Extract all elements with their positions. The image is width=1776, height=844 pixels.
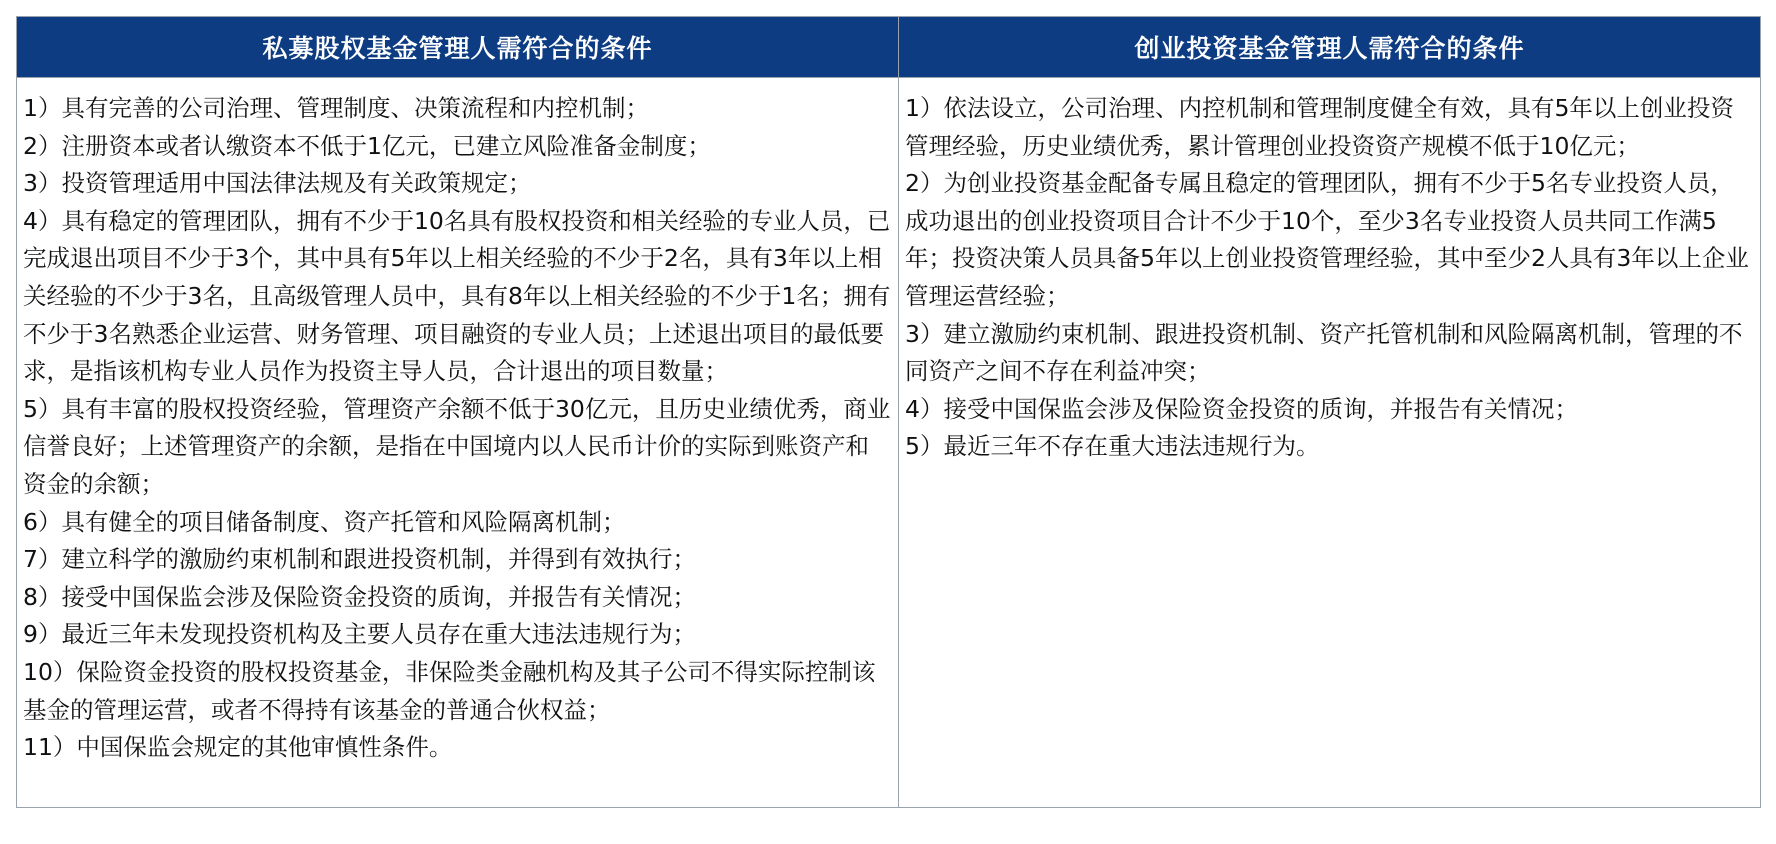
list-item: 4）具有稳定的管理团队，拥有不少于10名具有股权投资和相关经验的专业人员，已完成退出项目不少于3个，其中具有5年以上相关经验的不少于2名，具有3年以上相关经验的不少于3名，且高级管理人员中，具有8年以上相关经验的不少于1名；拥有不少于3名熟悉企业运营、财务管理、项目融资的专业人员；上述退出项目的最低要求，是指该机构专业人员作为投资主导人员，合计退出的项目数量； bbox=[23, 206, 891, 386]
list-item: 7）建立科学的激励约束机制和跟进投资机制，并得到有效执行； bbox=[23, 545, 696, 574]
header-row bbox=[17, 17, 1761, 78]
pe-requirements-cell bbox=[17, 78, 899, 808]
list-item: 11）中国保监会规定的其他审慎性条件。 bbox=[23, 733, 453, 762]
list-item: 8）接受中国保监会涉及保险资金投资的质询，并报告有关情况； bbox=[23, 582, 696, 611]
comparison-table bbox=[16, 16, 1761, 808]
content-row bbox=[17, 78, 1761, 808]
list-item: 3）建立激励约束机制、跟进投资机制、资产托管机制和风险隔离机制，管理的不同资产之间不存在利益冲突； bbox=[905, 319, 1743, 386]
list-item: 2）为创业投资基金配备专属且稳定的管理团队，拥有不少于5名专业投资人员，成功退出的创业投资项目合计不少于10个，至少3名专业投资人员共同工作满5年；投资决策人员具备5年以上创业投资管理经验，其中至少2人具有3年以上企业管理运营经验； bbox=[905, 169, 1749, 310]
vc-requirements-cell bbox=[899, 78, 1761, 808]
list-item: 3）投资管理适用中国法律法规及有关政策规定； bbox=[23, 169, 532, 198]
vc-requirements-list bbox=[905, 90, 1754, 466]
list-item: 2）注册资本或者认缴资本不低于1亿元，已建立风险准备金制度； bbox=[23, 131, 711, 160]
list-item: 5）具有丰富的股权投资经验，管理资产余额不低于30亿元，且历史业绩优秀，商业信誉良好；上述管理资产的余额，是指在中国境内以人民币计价的实际到账资产和资金的余额； bbox=[23, 394, 891, 498]
pe-requirements-list bbox=[23, 90, 892, 767]
list-item: 5）最近三年不存在重大违法违规行为。 bbox=[905, 432, 1320, 461]
list-item: 1）依法设立，公司治理、内控机制和管理制度健全有效，具有5年以上创业投资管理经验，历史业绩优秀，累计管理创业投资资产规模不低于10亿元； bbox=[905, 94, 1734, 160]
list-item: 10）保险资金投资的股权投资基金，非保险类金融机构及其子公司不得实际控制该基金的管理运营，或者不得持有该基金的普通合伙权益； bbox=[23, 657, 876, 724]
list-item: 9）最近三年未发现投资机构及主要人员存在重大违法违规行为； bbox=[23, 620, 696, 649]
list-item: 6）具有健全的项目储备制度、资产托管和风险隔离机制； bbox=[23, 507, 626, 536]
list-item: 1）具有完善的公司治理、管理制度、决策流程和内控机制； bbox=[23, 94, 649, 122]
header-pe-fund-manager: 私募股权基金管理人需符合的条件 bbox=[17, 17, 899, 78]
list-item: 4）接受中国保监会涉及保险资金投资的质询，并报告有关情况； bbox=[905, 394, 1578, 423]
header-vc-fund-manager: 创业投资基金管理人需符合的条件 bbox=[899, 17, 1761, 78]
